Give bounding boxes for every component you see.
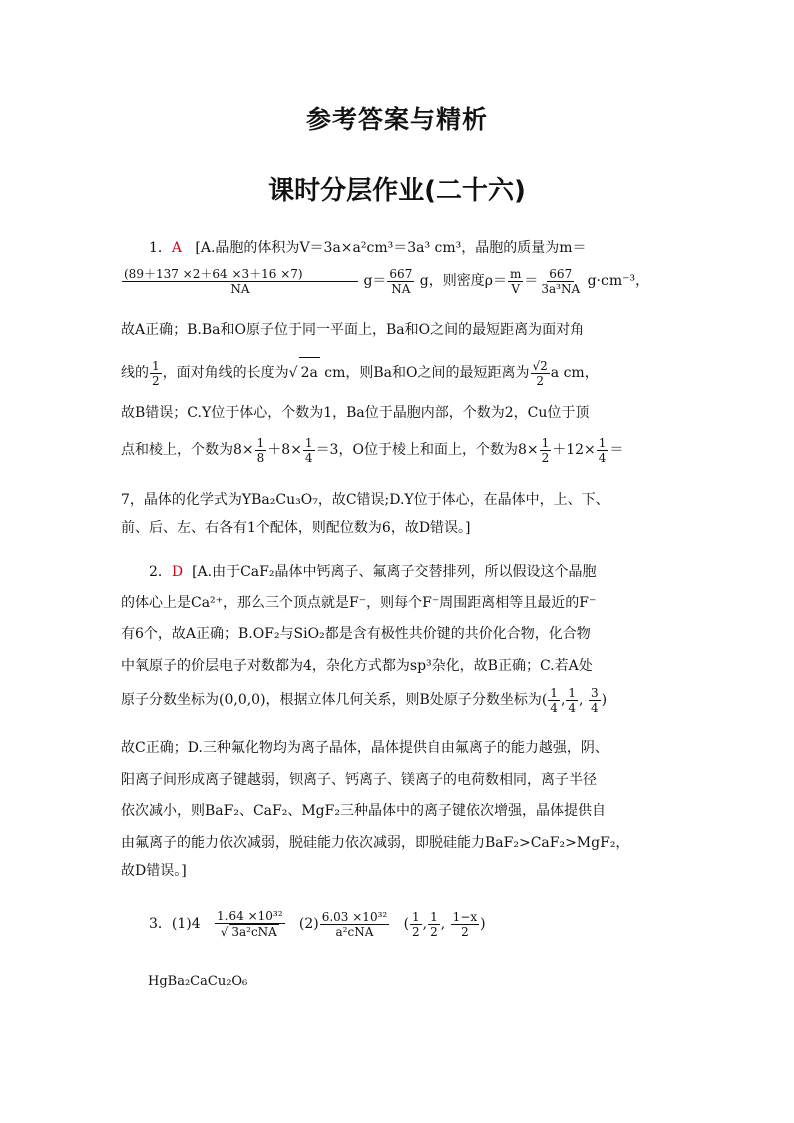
q3-part1-label: (1)4 — [171, 916, 201, 932]
q1-fraction-mv — [508, 267, 523, 296]
q3-number: 3． — [149, 916, 172, 932]
coord-quarter-1 — [548, 686, 560, 715]
q3-part2-label: (2) — [298, 916, 319, 932]
q1-line-1 — [149, 238, 709, 258]
q3-formula: HgBa₂CaCu₂O₆ — [148, 974, 248, 989]
quarter-num-2: 1 — [598, 435, 607, 450]
q1-l6-mid3: ＋12× — [552, 442, 596, 458]
q1-density-text: g，则密度ρ＝ — [419, 273, 507, 289]
q3-coord-2 — [428, 910, 440, 939]
half-den: 2 — [152, 373, 160, 388]
q2-line-3: 有6个，故A正确；B.OF₂与SiO₂都是含有极性共价键的共价化合物，化合物 — [121, 626, 591, 642]
quarter-den-1: 4 — [304, 450, 313, 465]
q1-unit: g·cm⁻³， — [587, 273, 650, 289]
cq2-den: 4 — [568, 700, 577, 715]
eighth-den: 8 — [256, 450, 265, 465]
q1-v-den: V — [511, 281, 521, 296]
page-title: 参考答案与精析 — [305, 105, 488, 134]
page-subtitle: 课时分层作业(二十六) — [268, 176, 526, 206]
cq1-den: 4 — [550, 700, 558, 715]
cq3-den: 4 — [590, 700, 599, 715]
eighth-fraction — [255, 436, 267, 465]
q2-line-1 — [149, 562, 681, 582]
coord-quarter-2 — [566, 686, 578, 715]
q2-line-10: 故D错误。] — [121, 863, 187, 879]
q1-line-3: 故A正确；B.Ba和O原子位于同一平面上，Ba和O之间的最短距离为面对角 — [121, 322, 585, 338]
q1-line-6 — [121, 435, 681, 465]
quarter-fraction-1 — [303, 436, 315, 465]
q1-mass-fraction — [122, 267, 358, 296]
q3-p1-sqrt: 3a²cNA — [231, 925, 277, 939]
cq1-num: 1 — [550, 685, 558, 700]
q2-line-2: 的体心上是Ca²⁺，那么三个顶点就是F⁻，则每个F⁻周围距离相等且最近的F⁻ — [121, 595, 597, 611]
q1-line-7: 7，晶体的化学式为YBa₂Cu₃O₇，故C错误;D.Y位于体心，在晶体中，上、下、 — [121, 492, 610, 508]
quarter-den-2: 4 — [598, 450, 607, 465]
q1-g-eq: g＝ — [363, 273, 387, 289]
q1-sqrt2-fraction — [531, 359, 550, 388]
q3-coord-close: ) — [480, 916, 486, 932]
half-den-2: 2 — [541, 450, 550, 465]
half-fraction-2 — [540, 436, 552, 465]
q1-667-num: 667 — [389, 266, 413, 281]
q3-c2-den: 2 — [430, 924, 438, 939]
q2-line-6: 故C正确；D.三种氟化物均为离子晶体，晶体提供自由氟离子的能力越强，阴、 — [121, 740, 609, 756]
eighth-num: 1 — [256, 435, 265, 450]
q1-line-5: 故B错误；C.Y位于体心，个数为1，Ba位于晶胞内部，个数为2，Cu位于顶 — [121, 405, 590, 421]
q2-line-4: 中氧原子的价层电子对数都为4，杂化方式都为sp³杂化，故B正确；C.若A处 — [121, 658, 593, 674]
cq2-num: 1 — [568, 685, 577, 700]
q2-l5-pre: 原子分数坐标为(0,0,0)，根据立体几何关系，则B处原子分数坐标为( — [121, 692, 548, 708]
q1-line-4 — [121, 357, 681, 388]
q1-mass-denominator: NA — [230, 281, 250, 296]
q1-l6-end: ＝ — [609, 442, 624, 458]
half-num-2: 1 — [541, 435, 550, 450]
q3-c2-num: 1 — [430, 909, 438, 924]
q1-fraction-667 — [387, 267, 414, 296]
sqrt2-num: √2 — [532, 358, 548, 373]
q1-l4-end: a cm， — [550, 365, 599, 381]
q2-l5-end: ) — [601, 692, 608, 708]
sqrt-symbol: √ — [288, 365, 298, 381]
q2-text-1: [A.由于CaF₂晶体中钙离子、氟离子交替排列，所以假设这个晶胞 — [192, 564, 597, 580]
q1-line-8: 前、后、左、右各有1个配体，则配位数为6，故D错误。] — [121, 520, 471, 536]
q3-c3-den: 2 — [461, 924, 469, 939]
coord-three-quarter — [589, 686, 601, 715]
q1-answer: A — [171, 240, 183, 256]
q1-l4-post: cm，则Ba和O之间的最短距离为 — [324, 365, 530, 381]
q1-mass-numerator: (89＋137 ×2＋64 ×3＋16 ×7) — [122, 267, 358, 282]
q1-667-den: NA — [391, 281, 411, 296]
q3-c1-num: 1 — [412, 909, 420, 924]
half-num: 1 — [152, 358, 160, 373]
cq3-num: 3 — [590, 685, 599, 700]
q3-part2-fraction — [320, 910, 389, 939]
q2-line-9: 由氟离子的能力依次减弱，脱硅能力依次减弱，即脱硅能力BaF₂>CaF₂>MgF₂， — [121, 835, 630, 851]
q1-half-fraction — [150, 359, 162, 388]
q1-volume-expr: V＝3a×a²cm³＝3a³ cm³，晶胞的质量为 — [299, 240, 560, 256]
q1-line-2 — [121, 266, 681, 296]
q2-line-5: 原子分数坐标为(0,0,0)，根据立体几何关系，则B处原子分数坐标为( $\frac{1}{4}$ , $\frac{1}{4}$ , $\frac{3}{4}$ ) — [121, 685, 608, 715]
q3-p2-den: a²cNA — [335, 924, 374, 939]
q1-fraction-density — [539, 267, 582, 296]
q2-line-7: 阳离子间形成离子键越弱，钡离子、钙离子、镁离子的电荷数相同，离子半径 — [121, 772, 597, 788]
q2-line-8: 依次减小，则BaF₂、CaF₂、MgF₂三种晶体中的离子键依次增强，晶体提供自 — [121, 803, 606, 819]
q1-equals: ＝ — [524, 273, 539, 289]
q3-p2-num: 6.03 ×10³² — [321, 909, 388, 924]
q1-text-1: [A.晶胞的体积为 — [195, 240, 300, 256]
q3-p1-den: √ 3a²cNA — [220, 925, 277, 939]
q1-l4-mid: ，面对角线的长度为 — [162, 365, 289, 381]
q3-c3-num: 1−x — [452, 909, 478, 924]
q2-answer: D — [171, 564, 184, 580]
q1-l6-pre: 点和棱上，个数为8× — [121, 442, 254, 458]
sqrt2-den: 2 — [536, 373, 544, 388]
q3-coord-open: ( — [403, 916, 410, 932]
q1-density-num: 667 — [549, 266, 573, 281]
q3-p1-num: 1.64 ×10³² — [217, 909, 283, 923]
q3-part1-fraction — [215, 909, 284, 939]
q1-sqrt-content: 2a — [299, 357, 320, 388]
q3-coord-3 — [451, 910, 479, 939]
q1-m-num: m — [509, 266, 522, 281]
quarter-num-1: 1 — [304, 435, 313, 450]
q1-l6-mid1: ＋8× — [267, 442, 302, 458]
q1-mass-eq: m＝ — [559, 240, 587, 256]
q3-coord-1 — [410, 910, 422, 939]
q2-number: 2． — [149, 564, 172, 580]
q1-l4-pre: 线的 — [121, 365, 149, 381]
q1-density-den: 3a³NA — [541, 281, 581, 296]
q1-number: 1． — [149, 240, 172, 256]
quarter-fraction-2 — [597, 436, 609, 465]
q3-c1-den: 2 — [412, 924, 420, 939]
q1-l6-mid2: ＝3，O位于棱上和面上，个数为8× — [315, 442, 539, 458]
q3-line-1: 3．(1)4 $\frac{\text{1.64 ×10³²}}{\text{√ 3a²cNA}}$ (2) $\frac{\text{6.03 ×10³²}}{\text{a²cNA}}$ ( $\frac{1}{2}$ , $\frac{1}{2}$ , $\frac{1-x}{2}$ ) — [149, 909, 486, 939]
